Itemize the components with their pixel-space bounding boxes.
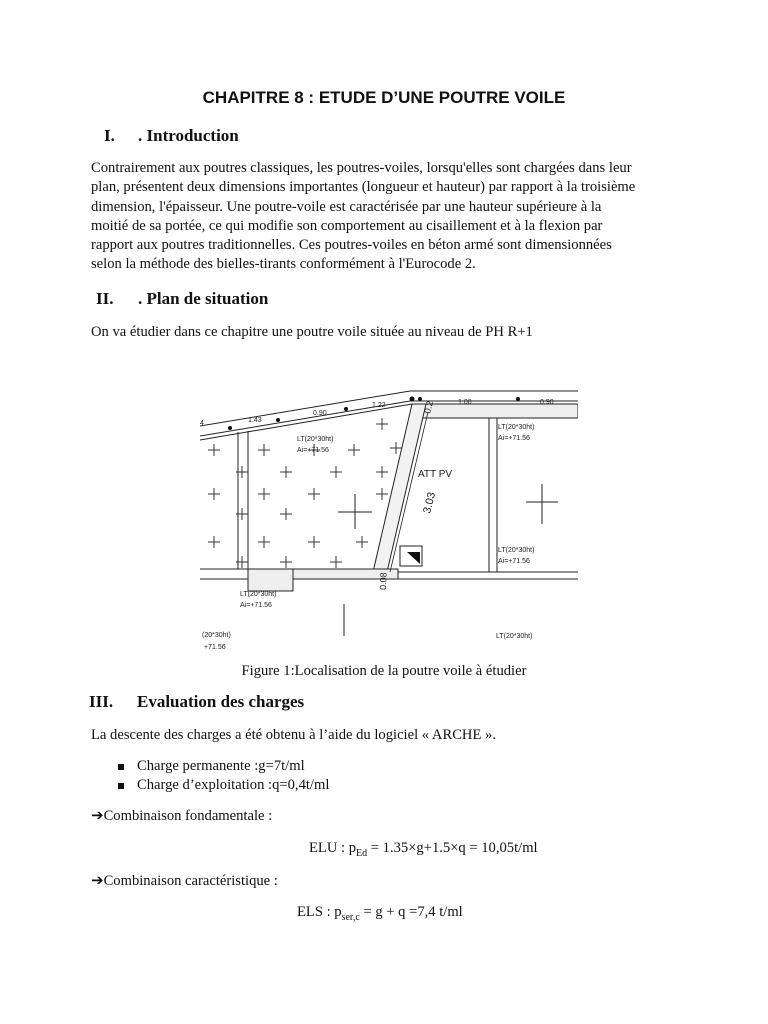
els-formula — [297, 903, 463, 927]
charges-intro: La descente des charges a été obtenu à l’aide du logiciel « ARCHE ». — [91, 727, 496, 743]
plan-paragraph: On va étudier dans ce chapitre une poutre voile située au niveau de PH R+1 — [91, 324, 533, 340]
level-label: Ai=+71.56 — [498, 558, 530, 565]
column-hatch — [248, 569, 293, 591]
dim-label: 1.43 — [248, 417, 262, 424]
dim-label: 1.22 — [372, 402, 386, 409]
beam-label: LT(20*30ht) — [496, 633, 533, 640]
intro-line: moitié de sa portée, ce qui modifie son comportement au cisaillement et à la flexion par — [91, 217, 603, 234]
formula-text: = g + q =7,4 t/ml — [359, 904, 463, 920]
intro-line: plan, présentent deux dimensions importantes (longueur et hauteur) par rapport à la troisième — [91, 179, 636, 196]
elu-formula — [309, 839, 538, 863]
beam-label: LT(20*30ht) — [498, 424, 535, 431]
beam-label: LT(20*30ht) — [498, 547, 535, 554]
att-pv-label: ATT PV — [418, 469, 453, 480]
dimension-dot — [516, 397, 520, 401]
beam-hatch — [414, 404, 578, 418]
section-heading-charges — [89, 692, 304, 712]
dimension-dot — [276, 418, 280, 422]
list-item: Charge permanente :g=7t/ml — [116, 757, 329, 776]
dim-label: 0.90 — [540, 399, 554, 406]
intro-line: rapport aux poutres traditionnelles. Ces poutres-voiles en béton armé sont dimensionnées — [91, 237, 612, 254]
formula-text: ELS : p — [297, 904, 342, 920]
combo-fundamental — [91, 806, 272, 826]
floor-plan-figure — [200, 384, 578, 654]
level-label: +71.56 — [204, 644, 226, 651]
dim-label: 1.00 — [458, 399, 472, 406]
dimension-dot — [410, 397, 415, 402]
arrow-right-icon: ➔ — [91, 871, 104, 889]
dim-label: 0.2 — [422, 399, 435, 415]
section-title: . Plan de situation — [138, 289, 269, 308]
dim-label: 0.90 — [313, 410, 327, 417]
intro-line: Contrairement aux poutres classiques, les poutres-voiles, lorsqu'elles sont chargées dans leur — [91, 160, 632, 176]
dimension-dot — [228, 426, 232, 430]
list-item: Charge d’exploitation :q=0,4t/ml — [116, 776, 329, 795]
intro-line: selon la méthode des bielles-tirants conformément à l'Eurocode 2. — [91, 256, 476, 273]
beam-label: LT(20*30ht) — [297, 436, 334, 443]
section-number: I. — [104, 126, 115, 145]
page-title: CHAPITRE 8 : ETUDE D’UNE POUTRE VOILE — [202, 88, 566, 107]
corner-mark — [407, 552, 420, 564]
dim-label: 0.08 — [378, 572, 389, 591]
dimension-dot — [418, 397, 422, 401]
level-label: Ai=+71.56 — [498, 435, 530, 442]
section-number: II. — [96, 289, 114, 308]
combo-label: Combinaison fondamentale : — [103, 808, 273, 824]
section-title: Evaluation des charges — [137, 692, 305, 711]
level-label: Ai=+71.56 — [240, 602, 272, 609]
section-heading-plan — [96, 289, 268, 309]
combo-label: Combinaison caractéristique : — [103, 873, 278, 889]
arrow-right-icon: ➔ — [91, 806, 104, 824]
charges-list — [116, 757, 329, 795]
section-heading-introduction — [104, 126, 239, 146]
section-number: III. — [89, 692, 114, 711]
plan-line — [200, 404, 412, 440]
dim-label: 3.03 — [421, 491, 439, 515]
formula-text: ELU : p — [309, 840, 357, 856]
intro-paragraph — [91, 159, 691, 275]
intro-line: dimension, l'épaisseur. Une poutre-voile est caractérisée par une hauteur supérieure à la — [91, 198, 602, 215]
section-title: . Introduction — [138, 126, 239, 145]
formula-subscript: ser,c — [341, 911, 360, 923]
beam-label: LT(20*30ht) — [240, 591, 277, 598]
dim-label: 4 — [200, 420, 204, 427]
formula-subscript: Ed — [356, 847, 368, 859]
combo-characteristic — [91, 871, 278, 891]
dimension-dot — [344, 407, 348, 411]
figure-caption: Figure 1:Localisation de la poutre voile à étudier — [241, 663, 527, 679]
beam-label: (20*30ht) — [202, 632, 231, 639]
formula-text: = 1.35×g+1.5×q = 10,05t/ml — [367, 840, 538, 856]
level-label: Ai=+71.56 — [297, 447, 329, 454]
